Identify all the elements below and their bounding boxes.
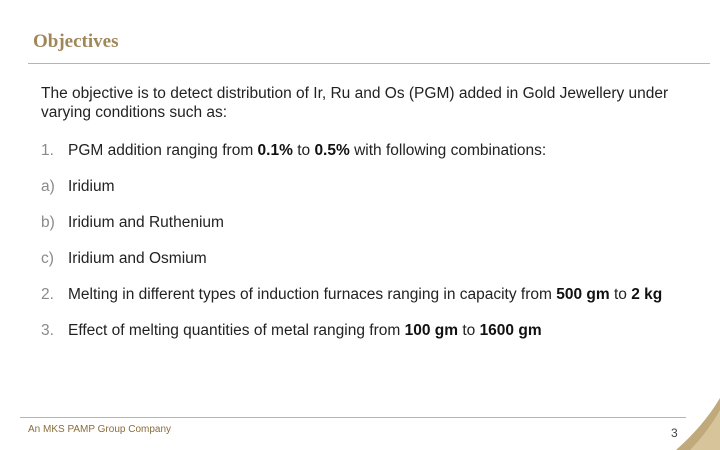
slide-title: Objectives: [33, 31, 119, 52]
list-item-b: [41, 214, 224, 232]
item-value-min: 0.1%: [257, 142, 293, 159]
item-value-min: 500 gm: [556, 286, 610, 303]
item-text: Iridium: [68, 178, 115, 195]
page-number: 3: [671, 426, 678, 440]
intro-paragraph: The objective is to detect distribution of Ir, Ru and Os (PGM) added in Gold Jewellery under varying conditions such as:: [41, 85, 669, 121]
list-item-a: [41, 178, 115, 196]
item-text: PGM addition ranging from: [68, 142, 258, 159]
item-value-min: 100 gm: [404, 322, 459, 339]
list-marker: c): [41, 250, 54, 267]
item-value-max: 0.5%: [314, 142, 350, 159]
list-marker: b): [41, 214, 55, 231]
item-value-max: 2 kg: [631, 286, 663, 303]
list-marker: 2.: [41, 286, 54, 303]
list-marker: 1.: [41, 142, 54, 159]
item-text: Iridium and Osmium: [68, 250, 207, 267]
list-item-2: [41, 286, 662, 304]
item-text: with following combinations:: [349, 142, 547, 159]
item-text: to: [458, 322, 480, 339]
title-divider: [28, 63, 710, 64]
item-text: Melting in different types of induction furnaces ranging in capacity from: [68, 286, 557, 303]
list-item-3: [41, 322, 542, 340]
footer-company-text: An MKS PAMP Group Company: [28, 424, 172, 435]
item-text: Effect of melting quantities of metal ranging from: [68, 322, 405, 339]
item-value-max: 1600 gm: [479, 322, 542, 339]
list-marker: 3.: [41, 322, 54, 339]
item-text: to: [292, 142, 315, 159]
list-item-c: [41, 250, 207, 268]
item-text: Iridium and Ruthenium: [68, 214, 224, 231]
list-marker: a): [41, 178, 55, 195]
item-text: to: [609, 286, 632, 303]
list-item-1: [41, 142, 546, 160]
footer-divider: [20, 417, 686, 418]
corner-swoosh-decoration: [660, 390, 720, 450]
